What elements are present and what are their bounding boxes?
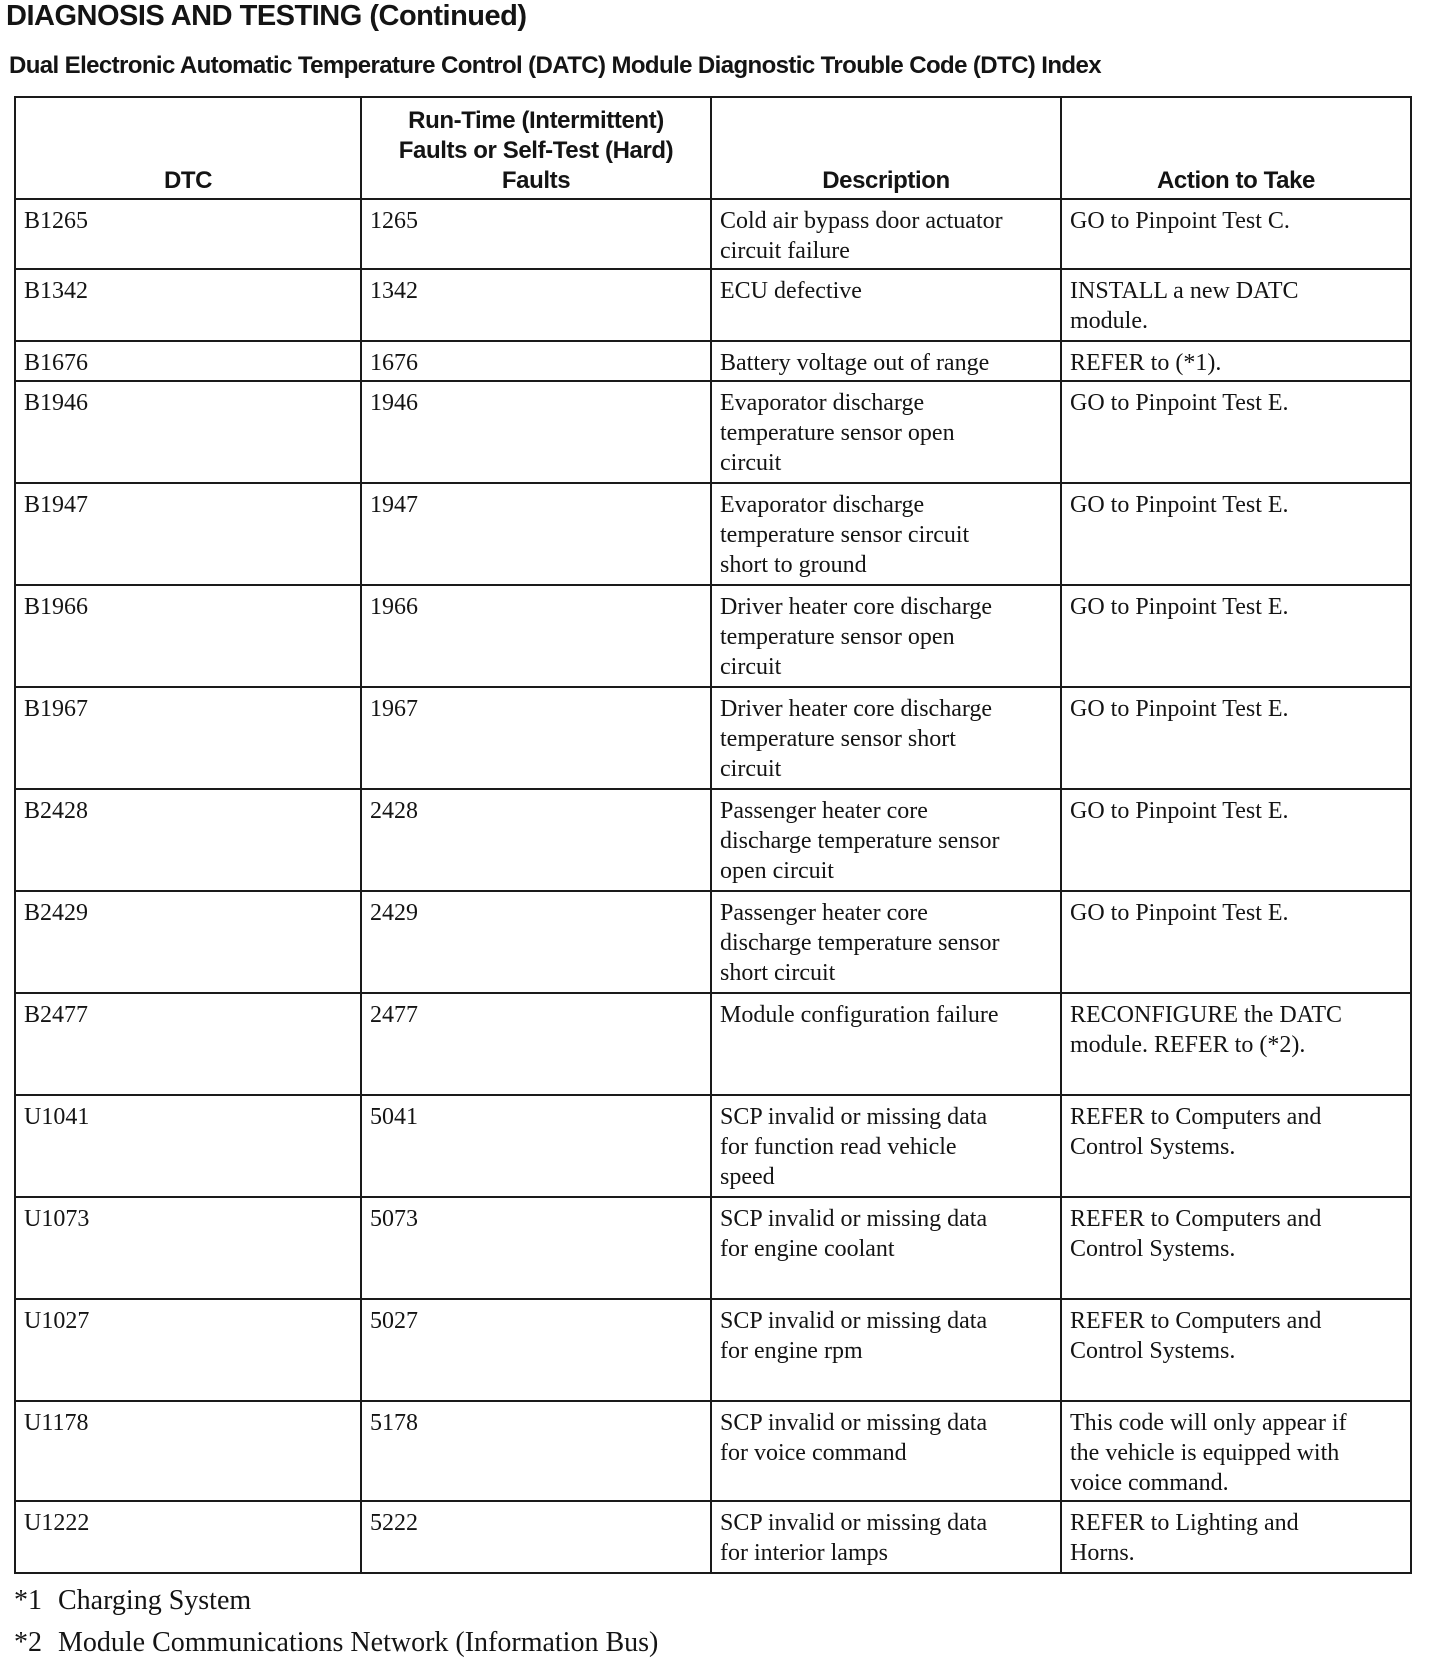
table-row: [15, 199, 1411, 269]
cell-action: INSTALL a new DATC module.: [1061, 269, 1411, 341]
cell-description: SCP invalid or missing data for voice command: [711, 1401, 1061, 1501]
cell-action: REFER to Computers and Control Systems.: [1061, 1095, 1411, 1197]
cell-action: REFER to Lighting and Horns.: [1061, 1501, 1411, 1573]
cell-action: This code will only appear if the vehicle is equipped with voice command.: [1061, 1401, 1411, 1501]
cell-action: RECONFIGURE the DATC module. REFER to (*2).: [1061, 993, 1411, 1095]
table-row: [15, 1401, 1411, 1501]
table-row: [15, 341, 1411, 381]
cell-action: GO to Pinpoint Test C.: [1061, 199, 1411, 269]
cell-code: 5222: [361, 1501, 711, 1573]
cell-code: 1676: [361, 341, 711, 381]
header-action: Action to Take: [1061, 97, 1411, 199]
cell-code: 1342: [361, 269, 711, 341]
cell-code: 2428: [361, 789, 711, 891]
table-row: [15, 381, 1411, 483]
cell-code: 1966: [361, 585, 711, 687]
footnote: [14, 1622, 658, 1664]
cell-description: Driver heater core discharge temperature sensor open circuit: [711, 585, 1061, 687]
cell-code: 5027: [361, 1299, 711, 1401]
cell-description: Evaporator discharge temperature sensor open circuit: [711, 381, 1061, 483]
footnote-text: Charging System: [58, 1585, 252, 1616]
cell-action: GO to Pinpoint Test E.: [1061, 891, 1411, 993]
cell-action: GO to Pinpoint Test E.: [1061, 789, 1411, 891]
cell-action: GO to Pinpoint Test E.: [1061, 585, 1411, 687]
footnote-text: Module Communications Network (Information Bus): [58, 1627, 659, 1658]
cell-code: 2429: [361, 891, 711, 993]
cell-dtc: U1027: [15, 1299, 361, 1401]
cell-code: 5178: [361, 1401, 711, 1501]
cell-dtc: B1966: [15, 585, 361, 687]
cell-dtc: B1676: [15, 341, 361, 381]
cell-action: REFER to (*1).: [1061, 341, 1411, 381]
cell-dtc: B2429: [15, 891, 361, 993]
header-dtc: DTC: [15, 97, 361, 199]
table-row: [15, 789, 1411, 891]
cell-code: 5041: [361, 1095, 711, 1197]
cell-dtc: U1222: [15, 1501, 361, 1573]
cell-code: 5073: [361, 1197, 711, 1299]
cell-description: Passenger heater core discharge temperature sensor open circuit: [711, 789, 1061, 891]
table-header-row: [15, 97, 1411, 199]
cell-description: SCP invalid or missing data for engine coolant: [711, 1197, 1061, 1299]
cell-description: SCP invalid or missing data for engine rpm: [711, 1299, 1061, 1401]
cell-dtc: B2477: [15, 993, 361, 1095]
cell-code: 2477: [361, 993, 711, 1095]
cell-dtc: B1342: [15, 269, 361, 341]
cell-dtc: B1946: [15, 381, 361, 483]
footnote: [14, 1580, 658, 1622]
cell-description: Driver heater core discharge temperature sensor short circuit: [711, 687, 1061, 789]
cell-code: 1946: [361, 381, 711, 483]
table-row: [15, 1501, 1411, 1573]
table-row: [15, 891, 1411, 993]
table-title: Dual Electronic Automatic Temperature Control (DATC) Module Diagnostic Trouble Code (DTC) Index: [9, 52, 1101, 79]
cell-dtc: U1073: [15, 1197, 361, 1299]
cell-code: 1967: [361, 687, 711, 789]
table-row: [15, 483, 1411, 585]
cell-description: Battery voltage out of range: [711, 341, 1061, 381]
header-faults: Run-Time (Intermittent) Faults or Self-Test (Hard) Faults: [361, 97, 711, 199]
cell-action: GO to Pinpoint Test E.: [1061, 687, 1411, 789]
cell-action: GO to Pinpoint Test E.: [1061, 483, 1411, 585]
page-title: DIAGNOSIS AND TESTING (Continued): [6, 0, 527, 32]
table-row: [15, 993, 1411, 1095]
cell-action: REFER to Computers and Control Systems.: [1061, 1299, 1411, 1401]
cell-code: 1265: [361, 199, 711, 269]
cell-description: Passenger heater core discharge temperature sensor short circuit: [711, 891, 1061, 993]
cell-dtc: B1947: [15, 483, 361, 585]
cell-description: Evaporator discharge temperature sensor circuit short to ground: [711, 483, 1061, 585]
cell-action: GO to Pinpoint Test E.: [1061, 381, 1411, 483]
table-row: [15, 687, 1411, 789]
footnote-marker: *2: [14, 1627, 42, 1658]
table-row: [15, 1095, 1411, 1197]
cell-dtc: U1041: [15, 1095, 361, 1197]
cell-code: 1947: [361, 483, 711, 585]
cell-description: Cold air bypass door actuator circuit failure: [711, 199, 1061, 269]
cell-description: SCP invalid or missing data for function read vehicle speed: [711, 1095, 1061, 1197]
footnote-marker: *1: [14, 1585, 42, 1616]
table-row: [15, 1197, 1411, 1299]
table-row: [15, 269, 1411, 341]
cell-description: SCP invalid or missing data for interior lamps: [711, 1501, 1061, 1573]
dtc-index-table: [14, 96, 1412, 1574]
cell-dtc: B1265: [15, 199, 361, 269]
cell-dtc: B1967: [15, 687, 361, 789]
cell-description: Module configuration failure: [711, 993, 1061, 1095]
footnotes: [14, 1580, 658, 1664]
cell-dtc: B2428: [15, 789, 361, 891]
cell-dtc: U1178: [15, 1401, 361, 1501]
table-row: [15, 1299, 1411, 1401]
header-description: Description: [711, 97, 1061, 199]
cell-action: REFER to Computers and Control Systems.: [1061, 1197, 1411, 1299]
table-row: [15, 585, 1411, 687]
cell-description: ECU defective: [711, 269, 1061, 341]
